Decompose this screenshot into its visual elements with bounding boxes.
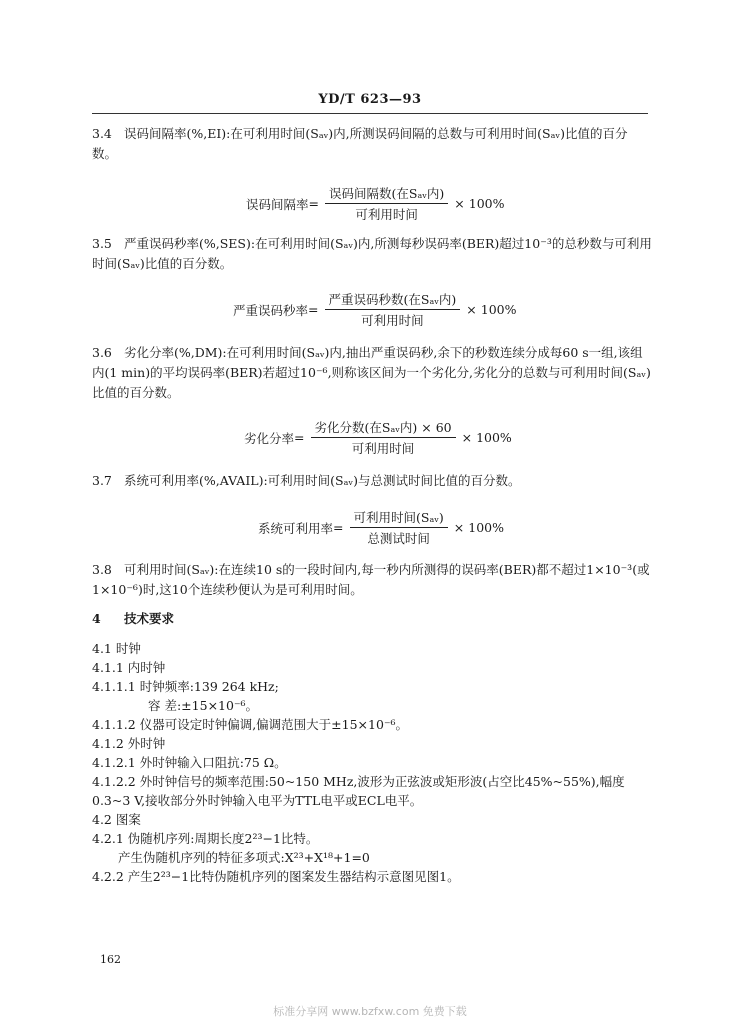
item-4-2-2: 4.2.2 产生2²³−1比特伪随机序列的图案发生器结构示意图见图1。	[92, 869, 460, 884]
section-text: 可利用时间(Sₐᵥ):在连续10 s的一段时间内,每一秒内所测得的误码率(BER)都不超过1×10⁻³(或1×10⁻⁶)时,这10个连续秒便认为是可利用时间。	[92, 562, 650, 597]
formula-factor: × 100%	[466, 302, 517, 317]
section-4-heading	[92, 610, 174, 628]
formula-factor: × 100%	[453, 520, 504, 535]
item-4-1-1-2: 4.1.1.2 仪器可设定时钟偏调,偏调范围大于±15×10⁻⁶。	[92, 717, 409, 732]
heading-text: 技术要求	[124, 611, 175, 626]
formula-denominator: 可利用时间	[355, 207, 418, 222]
section-number: 3.6	[92, 345, 112, 360]
item-4-1-2: 4.1.2 外时钟	[92, 736, 166, 751]
formula-dm: 劣化分率 = $\frac{\text{劣化分数(在Sₐᵥ内) × 60}}{\text{可利用时间}}$ × 100%	[244, 420, 512, 456]
item-4-1: 4.1 时钟	[92, 641, 141, 656]
formula-numerator: 误码间隔数(在Sₐᵥ内)	[325, 184, 448, 204]
item-4-2: 4.2 图案	[92, 812, 141, 827]
section-text: 系统可利用率(%,AVAIL):可利用时间(Sₐᵥ)与总测试时间比值的百分数。	[124, 473, 521, 488]
header-divider	[92, 113, 648, 114]
formula-numerator: 严重误码秒数(在Sₐᵥ内)	[325, 290, 461, 310]
section-text: 劣化分率(%,DM):在可利用时间(Sₐᵥ)内,抽出严重误码秒,余下的秒数连续分成每60 s一组,该组内(1 min)的平均误码率(BER)若超过10⁻⁶,则称该区间为一个劣化分,劣化分的总数与可利用时间(Sₐᵥ)比值的百分数。	[92, 345, 651, 400]
section-number: 3.7	[92, 473, 112, 488]
item-4-1-1-1-tolerance: 容 差:±15×10⁻⁶。	[148, 698, 259, 713]
section-number: 3.4	[92, 126, 112, 141]
section-3-7	[92, 471, 652, 491]
section-3-8	[92, 560, 652, 600]
item-4-1-1-1: 4.1.1.1 时钟频率:139 264 kHz;	[92, 679, 279, 694]
formula-numerator: 劣化分数(在Sₐᵥ内) × 60	[311, 418, 456, 438]
section-3-6	[92, 343, 652, 403]
page-number: 162	[100, 953, 121, 966]
item-4-1-2-1: 4.1.2.1 外时钟输入口阻抗:75 Ω。	[92, 755, 287, 770]
section-text: 严重误码秒率(%,SES):在可利用时间(Sₐᵥ)内,所测每秒误码率(BER)超过10⁻³的总秒数与可利用时间(Sₐᵥ)比值的百分数。	[92, 236, 652, 271]
item-4-1-1: 4.1.1 内时钟	[92, 660, 166, 675]
formula-lhs: 系统可利用率	[258, 520, 334, 536]
formula-factor: × 100%	[461, 430, 512, 445]
formula-avail: 系统可利用率 = $\frac{\text{可利用时间(Sₐᵥ)}}{\text{总测试时间}}$ × 100%	[258, 510, 504, 546]
section-number: 3.8	[92, 562, 112, 577]
formula-ei: 误码间隔率 = $\frac{\text{误码间隔数(在Sₐᵥ内)}}{\text{可利用时间}}$ × 100%	[246, 186, 505, 222]
formula-denominator: 可利用时间	[361, 313, 424, 328]
heading-number: 4	[92, 611, 101, 626]
item-4-2-1: 4.2.1 伪随机序列:周期长度2²³−1比特。	[92, 831, 319, 846]
section-3-4	[92, 124, 652, 164]
formula-lhs: 劣化分率	[244, 430, 295, 446]
formula-ses: 严重误码秒率 = $\frac{\text{严重误码秒数(在Sₐᵥ内)}}{\text{可利用时间}}$ × 100%	[233, 292, 517, 328]
formula-denominator: 总测试时间	[367, 531, 430, 546]
watermark-footer: 标准分享网 www.bzfxw.com 免费下载	[273, 1005, 467, 1018]
formula-factor: × 100%	[454, 196, 505, 211]
formula-denominator: 可利用时间	[351, 441, 415, 456]
section-3-5	[92, 234, 652, 274]
section-number: 3.5	[92, 236, 112, 251]
section-text: 误码间隔率(%,EI):在可利用时间(Sₐᵥ)内,所测误码间隔的总数与可利用时间(Sₐᵥ)比值的百分数。	[92, 126, 628, 161]
item-4-2-1-polynomial: 产生伪随机序列的特征多项式:X²³+X¹⁸+1=0	[118, 850, 370, 865]
formula-lhs: 严重误码秒率	[233, 302, 309, 318]
item-4-1-2-2-cont: 0.3~3 V,接收部分外时钟输入电平为TTL电平或ECL电平。	[92, 793, 423, 808]
page-header: YD/T 623—93	[318, 92, 422, 107]
item-4-1-2-2: 4.1.2.2 外时钟信号的频率范围:50~150 MHz,波形为正弦波或矩形波(占空比45%~55%),幅度	[92, 774, 625, 789]
formula-lhs: 误码间隔率	[246, 196, 309, 212]
formula-numerator: 可利用时间(Sₐᵥ)	[350, 508, 448, 528]
